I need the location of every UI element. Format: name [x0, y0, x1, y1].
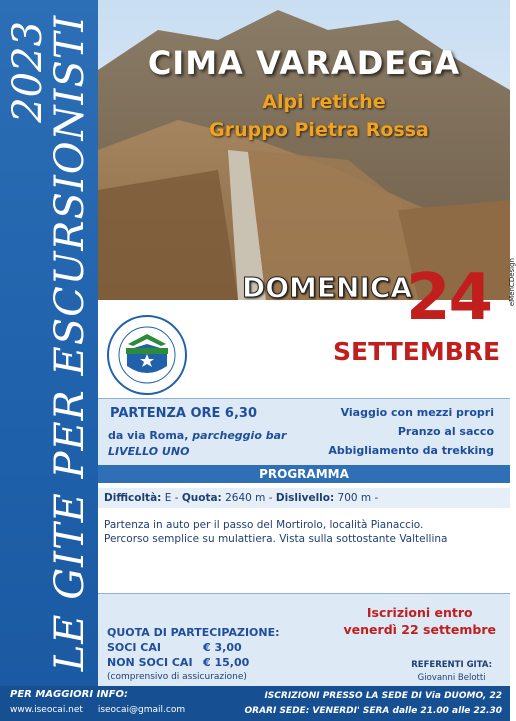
departure-place-line2: LIVELLO UNO: [108, 445, 190, 458]
sidebar-banner: [0, 0, 98, 686]
quota-label: Quota:: [181, 492, 222, 504]
footer-info-title: PER MAGGIORI INFO:: [10, 689, 128, 700]
fee-row-non-soci: [107, 655, 280, 670]
footer-line-2: ORARI SEDE: VENERDI' SERA dalle 21.00 alle 22.30: [244, 706, 502, 716]
hero-subtitle-range: Alpi retiche: [262, 91, 386, 113]
fee-row-soci: [107, 640, 280, 655]
footer-email-link[interactable]: iseocai@gmail.com: [97, 705, 186, 715]
program-header: PROGRAMMA: [98, 465, 510, 483]
fee-soci-value: € 3,00: [203, 641, 242, 654]
description-line-2: Percorso semplice su mulattiera. Vista sulla sottostante Valtellina: [104, 533, 448, 545]
referents: [411, 659, 492, 685]
registration-line-2: venerdì 22 settembre: [343, 622, 496, 637]
difficulty-label: Difficoltà:: [104, 492, 162, 504]
footer-contacts: [10, 705, 197, 715]
detail-lunch: Pranzo al sacco: [397, 425, 494, 438]
hero-title: CIMA VARADEGA: [147, 44, 461, 82]
footer-website-link[interactable]: www.iseocai.net: [10, 705, 83, 715]
difficulty-line: Difficoltà: E - Quota: 2640 m - Dislivello: 700 m -: [104, 492, 379, 504]
date-day: 24: [406, 261, 492, 335]
fee-section: [107, 625, 280, 685]
fee-title: QUOTA DI PARTECIPAZIONE:: [107, 626, 280, 639]
hero-photo: [98, 0, 516, 307]
hero-subtitle-group: Gruppo Pietra Rossa: [209, 119, 429, 141]
dislivello-value: 700 m: [337, 492, 372, 504]
cai-logo: [106, 314, 188, 396]
dislivello-label: Dislivello:: [275, 492, 335, 504]
program-description: [104, 518, 499, 546]
fee-non-soci-label: NON SOCI CAI: [107, 656, 193, 669]
referents-title: REFERENTI GITA:: [411, 660, 492, 670]
referents-name: Giovanni Belotti: [417, 673, 486, 683]
date-month: SETTEMBRE: [333, 337, 501, 366]
photo-credit: eMenCDesign: [508, 258, 516, 307]
footer-office-info: [244, 689, 502, 719]
departure-place-prefix: da via Roma,: [108, 429, 189, 442]
footer: [0, 686, 510, 721]
detail-clothing: Abbigliamento da trekking: [328, 444, 494, 457]
footer-line-1: ISCRIZIONI PRESSO LA SEDE DI Via DUOMO, 22: [264, 691, 502, 701]
quota-value: 2640 m: [225, 492, 266, 504]
sidebar-text: [7, 13, 91, 673]
registration-line-1: Iscrizioni entro: [366, 605, 473, 620]
sidebar-title: LE GITE PER ESCURSIONISTI: [47, 14, 93, 672]
difficulty-value: E: [164, 492, 172, 504]
registration-deadline: [344, 604, 496, 638]
departure-time: PARTENZA ORE 6,30: [110, 406, 258, 421]
fee-soci-label: SOCI CAI: [107, 641, 161, 654]
fee-note: (comprensivo di assicurazione): [107, 672, 247, 682]
fee-non-soci-value: € 15,00: [203, 656, 250, 669]
detail-transport: Viaggio con mezzi propri: [340, 406, 494, 419]
sidebar-year: 2023: [5, 21, 51, 123]
trip-details: [328, 403, 494, 460]
date-weekday: DOMENICA: [242, 271, 413, 304]
description-line-1: Partenza in auto per il passo del Mortirolo, località Pianaccio.: [104, 519, 424, 531]
departure-place: [108, 428, 308, 460]
departure-place-italic: parcheggio bar: [192, 429, 287, 442]
